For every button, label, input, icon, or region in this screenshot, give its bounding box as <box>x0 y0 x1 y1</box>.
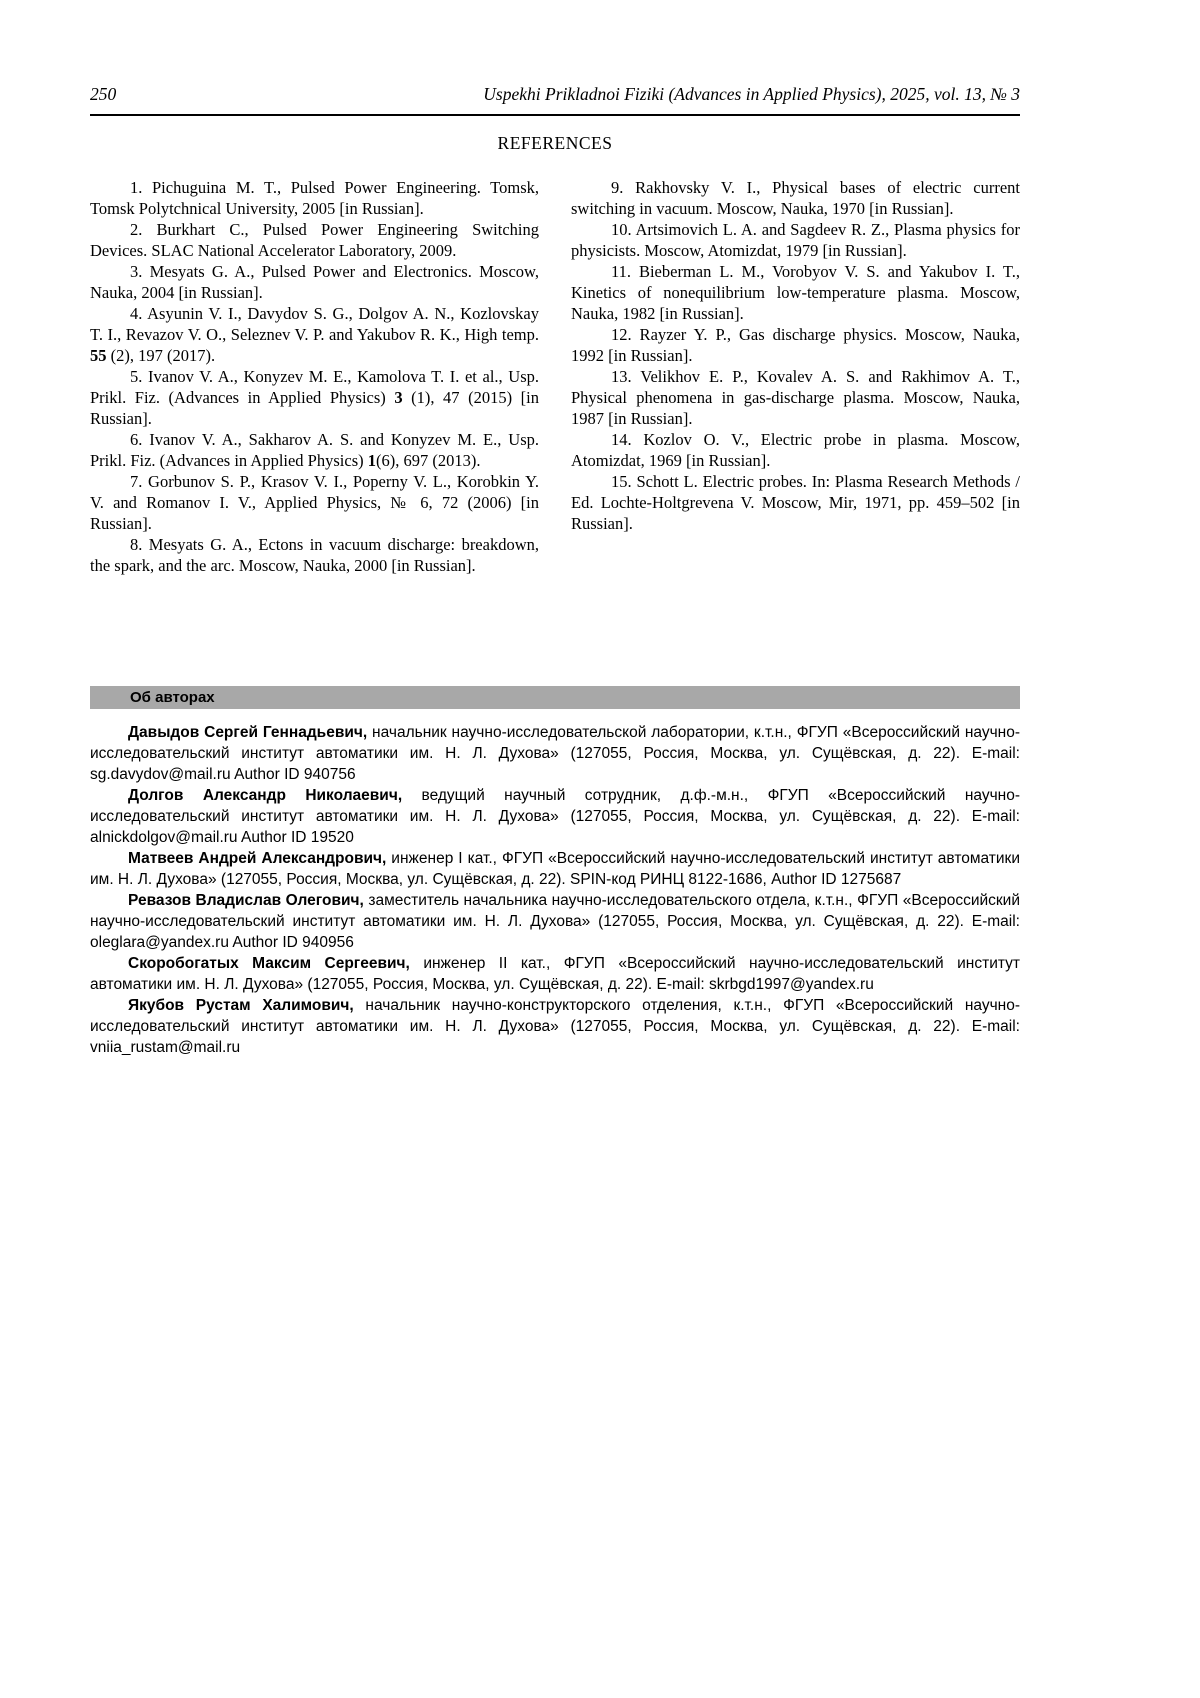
reference-item <box>90 429 539 471</box>
reference-item <box>571 366 1020 429</box>
author-name: Матвеев Андрей Александрович, <box>128 850 387 867</box>
about-authors-section <box>90 686 1020 1058</box>
reference-text: 7. Gorbunov S. P., Krasov V. I., Poperny V. L., Korobkin Y. V. and Romanov I. V., Applied Physics, № 6, 72 (2006) [in Russian]. <box>90 472 539 533</box>
reference-text: 1. Pichuguina M. T., Pulsed Power Engineering. Tomsk, Tomsk Polytchnical University, 2005 [in Russian]. <box>90 178 539 218</box>
reference-item <box>90 366 539 429</box>
references-column-left <box>90 177 539 576</box>
author-entry: Давыдов Сергей Геннадьевич, начальник научно-исследовательской лаборатории, к.т.н., ФГУП «Всероссийский научно-исследовательский институт автоматики им. Н. Л. Духова» (127055, Россия, Москва, ул. Сущёвская, д. 22). E-mail: sg.davydov@mail.ru Author ID 940756 <box>90 724 1021 783</box>
reference-text: 9. Rakhovsky V. I., Physical bases of electric current switching in vacuum. Moscow, Nauka, 1970 [in Russian]. <box>571 178 1020 218</box>
references-heading: REFERENCES <box>497 133 613 153</box>
about-authors-bar <box>90 686 1020 709</box>
author-entry: Матвеев Андрей Александрович, инженер I кат., ФГУП «Всероссийский научно-исследовательский институт автоматики им. Н. Л. Духова» (127055, Россия, Москва, ул. Сущёвская, д. 22). SPIN-код РИНЦ 8122-1686, Author ID 1275687 <box>90 850 1020 888</box>
page-content <box>90 84 1020 576</box>
reference-text: 5. Ivanov V. A., Konyzev M. E., Kamolova T. I. et al., Usp. Prikl. Fiz. (Advances in Applied Physics) <box>90 367 539 407</box>
reference-text: 12. Rayzer Y. P., Gas discharge physics. Moscow, Nauka, 1992 [in Russian]. <box>571 325 1020 365</box>
reference-item <box>90 177 539 219</box>
reference-text: 13. Velikhov E. P., Kovalev A. S. and Rakhimov A. T., Physical phenomena in gas-discharge plasma. Moscow, Nauka, 1987 [in Russian]. <box>571 367 1020 428</box>
author-entry: Якубов Рустам Халимович, начальник научно-конструкторского отделения, к.т.н., ФГУП «Всероссийский научно-исследовательский институт автоматики им. Н. Л. Духова» (127055, Россия, Москва, ул. Сущёвская, д. 22). E-mail: vniia_rustam@mail.ru <box>90 997 1020 1056</box>
journal-title: Uspekhi Prikladnoi Fiziki (Advances in Applied Physics), 2025, vol. 13, № 3 <box>483 84 1020 104</box>
author-name: Якубов Рустам Халимович, <box>128 997 354 1014</box>
reference-item <box>90 219 539 261</box>
reference-item <box>571 261 1020 324</box>
reference-text: 11. Bieberman L. M., Vorobyov V. S. and Yakubov I. T., Kinetics of nonequilibrium low-temperature plasma. Moscow, Nauka, 1982 [in Russian]. <box>571 262 1020 323</box>
reference-volume-bold: 55 <box>90 346 107 365</box>
reference-item <box>90 303 539 366</box>
author-name: Скоробогатых Максим Сергеевич, <box>128 955 410 972</box>
reference-text: 3. Mesyats G. A., Pulsed Power and Electronics. Moscow, Nauka, 2004 [in Russian]. <box>90 262 539 302</box>
reference-item <box>571 429 1020 471</box>
running-header <box>90 84 1020 116</box>
reference-text: 14. Kozlov O. V., Electric probe in plasma. Moscow, Atomizdat, 1969 [in Russian]. <box>571 430 1020 470</box>
page-number: 250 <box>90 84 117 104</box>
reference-item <box>90 534 539 576</box>
author-name: Давыдов Сергей Геннадьевич, <box>128 724 368 741</box>
reference-text: 8. Mesyats G. A., Ectons in vacuum discharge: breakdown, the spark, and the arc. Moscow, Nauka, 2000 [in Russian]. <box>90 535 539 575</box>
references-column-right <box>571 177 1020 576</box>
reference-text: (6), 697 (2013). <box>375 451 481 470</box>
reference-text: 10. Artsimovich L. A. and Sagdeev R. Z., Plasma physics for physicists. Moscow, Atomizdat, 1979 [in Russian]. <box>571 220 1020 260</box>
reference-text: (2), 197 (2017). <box>106 346 216 365</box>
about-authors-heading: Об авторах <box>130 689 215 706</box>
reference-item <box>571 177 1020 219</box>
author-entry: Ревазов Владислав Олегович, заместитель начальника научно-исследовательского отдела, к.т.н., ФГУП «Всероссийский научно-исследовательский институт автоматики им. Н. Л. Духова» (127055, Россия, Москва, ул. Сущёвская, д. 22). E-mail: oleglara@yandex.ru Author ID 940956 <box>90 892 1020 951</box>
author-entry: Долгов Александр Николаевич, ведущий научный сотрудник, д.ф.-м.н., ФГУП «Всероссийский научно-исследовательский институт автоматики им. Н. Л. Духова» (127055, Россия, Москва, ул. Сущёвская, д. 22). E-mail: alnickdolgov@mail.ru Author ID 19520 <box>90 787 1020 846</box>
reference-volume-bold: 1 <box>367 451 376 470</box>
reference-volume-bold: 3 <box>394 388 403 407</box>
references-section <box>90 177 1020 576</box>
reference-text: 4. Asyunin V. I., Davydov S. G., Dolgov A. N., Kozlovskay T. I., Revazov V. O., Seleznev V. P. and Yakubov R. K., High temp. <box>90 304 539 344</box>
authors-list <box>90 722 1020 1058</box>
reference-item <box>571 471 1020 534</box>
author-name: Долгов Александр Николаевич, <box>128 787 403 804</box>
reference-text: 6. Ivanov V. A., Sakharov A. S. and Konyzev M. E., Usp. Prikl. Fiz. (Advances in Applied Physics) <box>90 430 539 470</box>
reference-item <box>90 261 539 303</box>
reference-text: (1), 47 (2015) [in Russian]. <box>90 388 539 428</box>
reference-text: 2. Burkhart C., Pulsed Power Engineering Switching Devices. SLAC National Accelerator Laboratory, 2009. <box>90 220 539 260</box>
reference-item <box>90 471 539 534</box>
reference-item <box>571 219 1020 261</box>
author-entry: Скоробогатых Максим Сергеевич, инженер II кат., ФГУП «Всероссийский научно-исследовательский институт автоматики им. Н. Л. Духова» (127055, Россия, Москва, ул. Сущёвская, д. 22). E-mail: skrbgd1997@yandex.ru <box>90 955 1020 993</box>
author-name: Ревазов Владислав Олегович, <box>128 892 364 909</box>
reference-text: 15. Schott L. Electric probes. In: Plasma Research Methods / Ed. Lochte-Holtgrevena V. Moscow, Mir, 1971, pp. 459–502 [in Russian]. <box>571 472 1020 533</box>
reference-item <box>571 324 1020 366</box>
